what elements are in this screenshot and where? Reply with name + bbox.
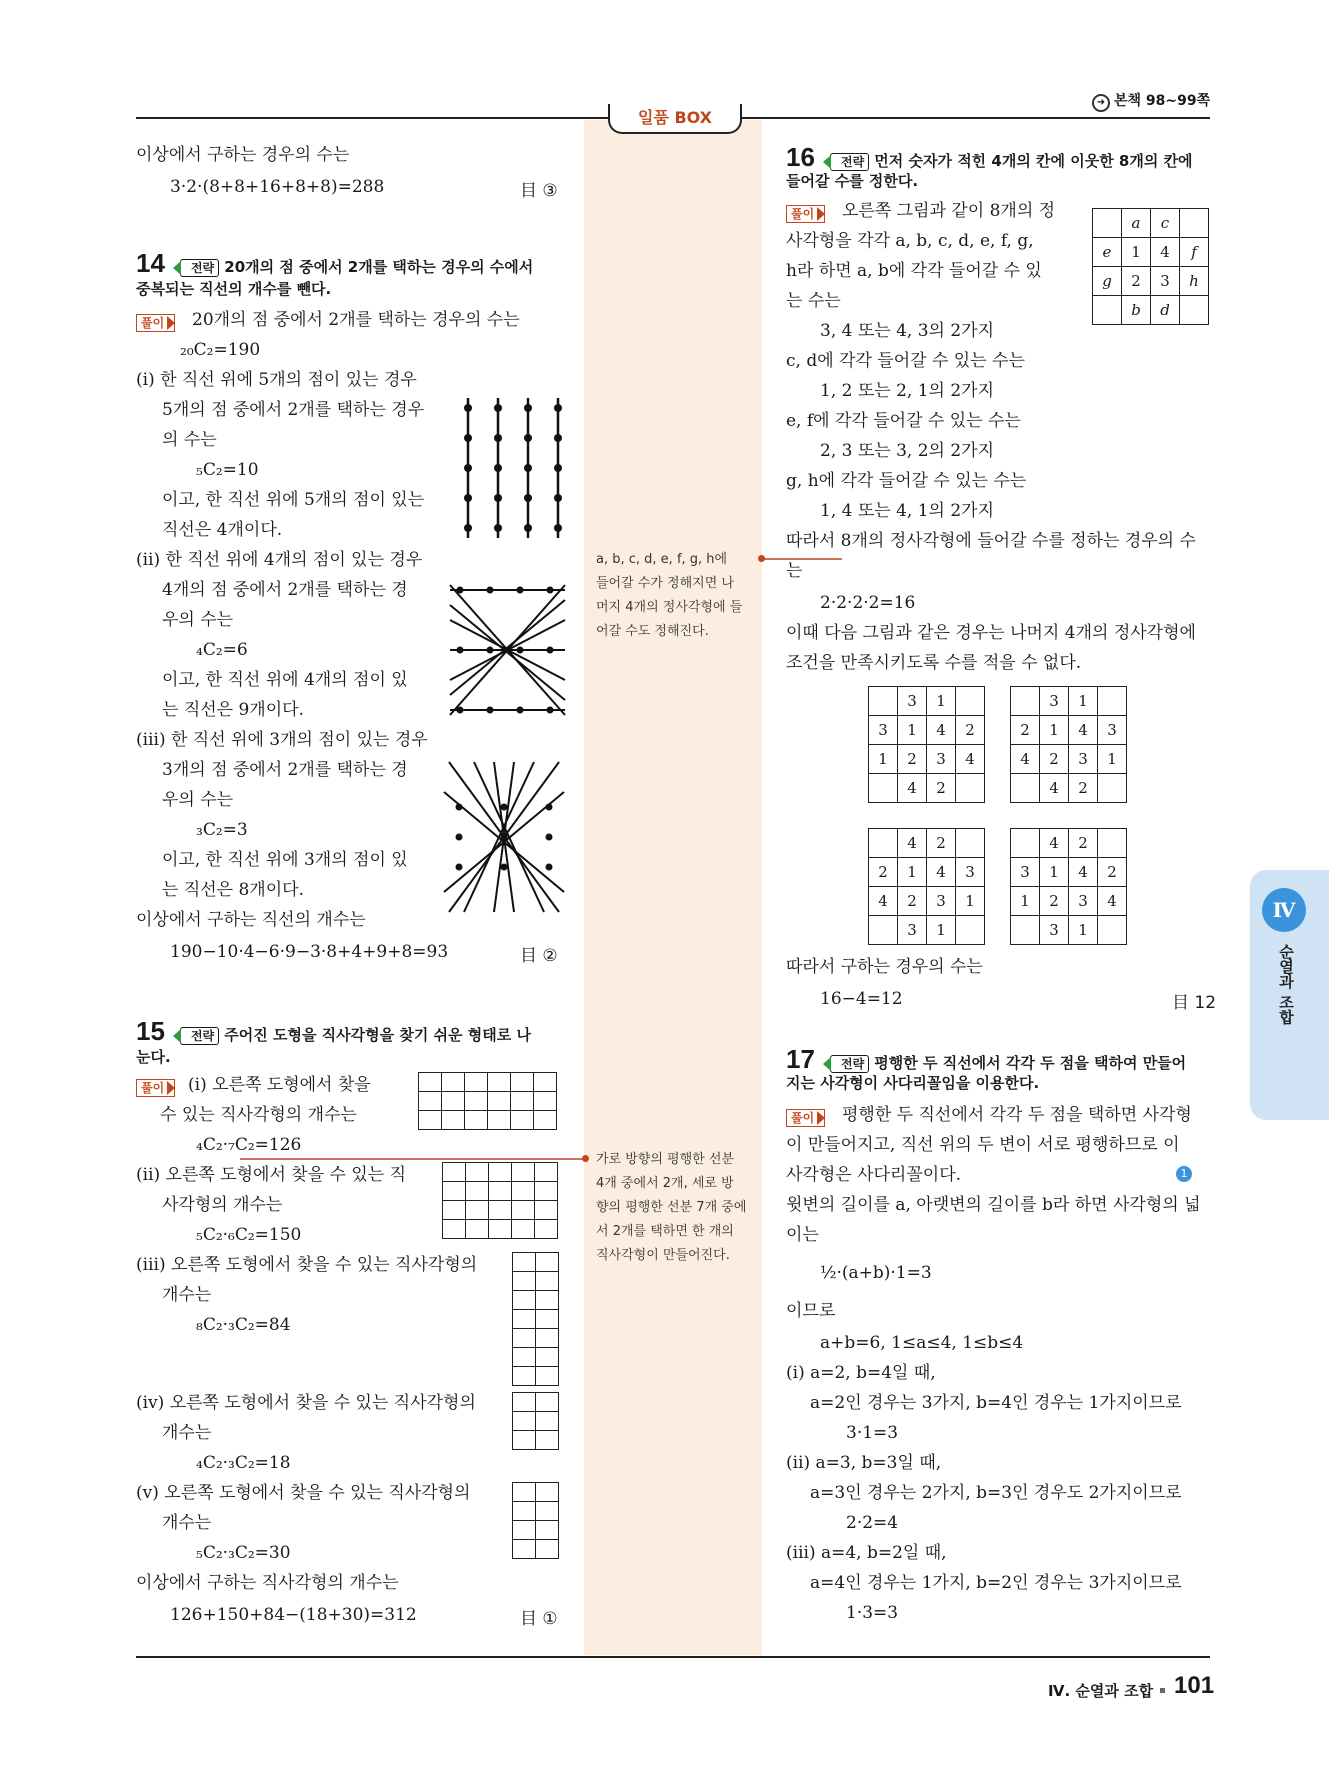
p14-line: ₅C₂=10	[196, 460, 259, 480]
chapter-side-label: 순열과 조합	[1277, 944, 1295, 1025]
p14-line: 이고, 한 직선 위에 4개의 점이 있	[162, 670, 408, 690]
answer-mark: 目 ②	[520, 946, 558, 966]
strategy-text-2: 눈다.	[136, 1048, 171, 1066]
p14-line: 우의 수는	[162, 790, 234, 810]
number-grid-1: 3 1 3 1 4 2 1 2 3 4 4 2	[868, 686, 985, 803]
number-grid-2: 3 1 2 1 4 3 4 2 3 1 4 2	[1010, 686, 1127, 803]
strategy-tag: 전략	[830, 1055, 869, 1073]
p16-line: 오른쪽 그림과 같이 8개의 정	[842, 201, 1056, 221]
box-label: 일품 BOX	[608, 104, 742, 134]
solution-tag: 풀이	[136, 1077, 175, 1097]
p16-line: 1, 4 또는 4, 1의 2가지	[820, 501, 995, 521]
p16-line: 3, 4 또는 4, 3의 2가지	[820, 321, 995, 341]
p14-line: 는 직선은 9개이다.	[162, 700, 304, 720]
strategy-tag: 전략	[180, 259, 219, 277]
p15-line: 이상에서 구하는 직사각형의 개수는	[136, 1573, 399, 1593]
answer-mark: 目 12	[1172, 993, 1217, 1013]
p14-line: 는 직선은 8개이다.	[162, 880, 304, 900]
footer-rule	[136, 1656, 1210, 1658]
p17-line: (ⅲ) a=4, b=2일 때,	[786, 1543, 947, 1563]
marker-1: 1	[1176, 1166, 1192, 1182]
p14-line: 우의 수는	[162, 610, 234, 630]
rect-grid-3	[512, 1252, 559, 1386]
strategy-text: 20개의 점 중에서 2개를 택하는 경우의 수에서	[224, 258, 534, 276]
p17-line: 윗변의 길이를 a, 아랫변의 길이를 b라 하면 사각형의 넓	[786, 1195, 1201, 1215]
vertical-lines-figure	[460, 398, 570, 538]
p17-line: a=3인 경우는 2가지, b=3인 경우도 2가지이므로	[810, 1483, 1182, 1503]
problem-15-header	[136, 1016, 576, 1048]
p14-line: 이상에서 구하는 직선의 개수는	[136, 910, 366, 930]
p17-line: a=2인 경우는 3가지, b=4인 경우는 1가지이므로	[810, 1393, 1182, 1413]
strategy-tag: 전략	[180, 1027, 219, 1045]
prev-result: 3·2·(8+8+16+8+8)=288	[170, 177, 385, 197]
answer-mark: 目 ③	[520, 181, 558, 201]
rect-grid-1	[418, 1072, 557, 1130]
strategy-text: 평행한 두 직선에서 각각 두 점을 택하여 만들어	[874, 1054, 1187, 1072]
p14-line: 3개의 점 중에서 2개를 택하는 경	[162, 760, 408, 780]
p17-line: 이는	[786, 1225, 819, 1245]
problem-number: 16	[786, 142, 815, 172]
strategy-text: 주어진 도형을 직사각형을 찾기 쉬운 형태로 나	[224, 1026, 531, 1044]
p14-line: 이고, 한 직선 위에 5개의 점이 있는	[162, 490, 425, 510]
strategy-text-2: 중복되는 직선의 개수를 뺀다.	[136, 280, 332, 298]
p16-line: 는 수는	[786, 291, 841, 311]
label-grid: a c e 1 4 f g 2 3 h b d	[1092, 208, 1209, 325]
p16-line: c, d에 각각 들어갈 수 있는 수는	[786, 351, 1025, 371]
p14-line: 190−10·4−6·9−3·8+4+9+8=93	[170, 942, 449, 962]
strategy-tag: 전략	[830, 153, 869, 171]
strategy-text-2: 지는 사각형이 사다리꼴임을 이용한다.	[786, 1074, 1040, 1092]
note-dot	[582, 1155, 589, 1162]
p16-line: 1, 2 또는 2, 1의 2가지	[820, 381, 995, 401]
p15-line: (ⅳ) 오른쪽 도형에서 찾을 수 있는 직사각형의	[136, 1393, 476, 1413]
p17-line: 이 만들어지고, 직선 위의 두 변이 서로 평행하므로 이	[786, 1135, 1180, 1155]
p17-line: a+b=6, 1≤a≤4, 1≤b≤4	[820, 1333, 1024, 1353]
p14-line: 5개의 점 중에서 2개를 택하는 경우	[162, 400, 425, 420]
p14-line: 이고, 한 직선 위에 3개의 점이 있	[162, 850, 408, 870]
footer-chapter: Ⅳ. 순열과 조합	[1048, 1682, 1154, 1700]
p14-line: 4개의 점 중에서 2개를 택하는 경	[162, 580, 408, 600]
p17-line: 1·3=3	[846, 1603, 899, 1623]
p14-line: ₃C₂=3	[196, 820, 248, 840]
p15-line: 사각형의 개수는	[162, 1195, 283, 1215]
p16-line: 2, 3 또는 3, 2의 2가지	[820, 441, 995, 461]
p15-line: ₄C₂·₇C₂=126	[196, 1135, 302, 1155]
p17-line: (ⅰ) a=2, b=4일 때,	[786, 1363, 936, 1383]
p14-line: ₄C₂=6	[196, 640, 248, 660]
p17-line: 2·2=4	[846, 1513, 899, 1533]
p15-line: (ⅲ) 오른쪽 도형에서 찾을 수 있는 직사각형의	[136, 1255, 478, 1275]
p15-line: (ⅰ) 오른쪽 도형에서 찾을	[188, 1075, 371, 1095]
p15-line: ₈C₂·₃C₂=84	[196, 1315, 291, 1335]
p14-line: 의 수는	[162, 430, 217, 450]
page-ref: ➜ 본책 98~99쪽	[1092, 90, 1210, 112]
four-point-lines-figure	[450, 580, 565, 720]
chapter-roman-badge: Ⅳ	[1262, 888, 1306, 932]
page-number: 101	[1174, 1672, 1215, 1699]
p17-line: ½·(a+b)·1=3	[820, 1263, 932, 1283]
rect-grid-4	[512, 1392, 559, 1450]
p15-line: 개수는	[162, 1513, 212, 1533]
p16-line: 조건을 만족시키도록 수를 적을 수 없다.	[786, 653, 1082, 673]
footer-dot	[1160, 1688, 1165, 1693]
p16-line: 사각형을 각각 a, b, c, d, e, f, g,	[786, 231, 1034, 251]
problem-number: 15	[136, 1016, 165, 1046]
p14-line: 20개의 점 중에서 2개를 택하는 경우의 수는	[192, 310, 520, 330]
problem-number: 17	[786, 1044, 815, 1074]
p15-line: ₅C₂·₆C₂=150	[196, 1225, 302, 1245]
rect-grid-2	[442, 1162, 558, 1239]
prev-line: 이상에서 구하는 경우의 수는	[136, 145, 350, 165]
solution-tag: 풀이	[786, 203, 825, 223]
p14-line: (ⅱ) 한 직선 위에 4개의 점이 있는 경우	[136, 550, 423, 570]
p15-line: ₄C₂·₃C₂=18	[196, 1453, 291, 1473]
p14-line: ₂₀C₂=190	[180, 340, 261, 360]
p16-line: g, h에 각각 들어갈 수 있는 수는	[786, 471, 1027, 491]
p15-line: (ⅴ) 오른쪽 도형에서 찾을 수 있는 직사각형의	[136, 1483, 471, 1503]
three-point-lines-figure	[444, 762, 564, 912]
side-note-1: a, b, c, d, e, f, g, h에 들어갈 수가 정해지면 나 머지 4개의 정사각형에 들 어갈 수도 정해진다.	[596, 552, 743, 639]
p16-line: e, f에 각각 들어갈 수 있는 수는	[786, 411, 1021, 431]
p16-line: 2·2·2·2=16	[820, 593, 916, 613]
p15-line: 126+150+84−(18+30)=312	[170, 1605, 417, 1625]
p15-line: 개수는	[162, 1285, 212, 1305]
problem-number: 14	[136, 248, 165, 278]
number-grid-4: 4 2 3 1 4 2 1 2 3 4 3 1	[1010, 828, 1127, 945]
p15-line: 수 있는 직사각형의 개수는	[160, 1105, 357, 1125]
arrow-circle-icon: ➜	[1092, 94, 1110, 112]
p17-line: 이므로	[786, 1301, 836, 1321]
p15-line: 개수는	[162, 1423, 212, 1443]
p17-line: 3·1=3	[846, 1423, 899, 1443]
note-strip	[584, 120, 762, 1655]
p14-line: 직선은 4개이다.	[162, 520, 283, 540]
p14-line: (ⅲ) 한 직선 위에 3개의 점이 있는 경우	[136, 730, 428, 750]
solution-tag: 풀이	[786, 1107, 825, 1127]
solution-tag: 풀이	[136, 312, 175, 332]
answer-mark: 目 ①	[520, 1609, 558, 1629]
note-connector-2	[240, 1158, 585, 1160]
p15-line: (ⅱ) 오른쪽 도형에서 찾을 수 있는 직	[136, 1165, 407, 1185]
p17-line: 평행한 두 직선에서 각각 두 점을 택하면 사각형	[842, 1105, 1192, 1125]
strategy-text: 먼저 숫자가 적힌 4개의 칸에 이웃한 8개의 칸에	[874, 152, 1193, 170]
p16-line: 는	[786, 561, 803, 581]
p14-line: (ⅰ) 한 직선 위에 5개의 점이 있는 경우	[136, 370, 417, 390]
side-note-2: 가로 방향의 평행한 선분 4개 중에서 2개, 세로 방 향의 평행한 선분 7개 중에 서 2개를 택하면 한 개의 직사각형이 만들어진다.	[596, 1152, 747, 1263]
rect-grid-5	[512, 1482, 559, 1559]
p17-line: (ⅱ) a=3, b=3일 때,	[786, 1453, 942, 1473]
p17-line: a=4인 경우는 1가지, b=2인 경우는 3가지이므로	[810, 1573, 1182, 1593]
note-dot	[758, 555, 765, 562]
p16-line: 16−4=12	[820, 989, 903, 1009]
p16-line: 따라서 8개의 정사각형에 들어갈 수를 정하는 경우의 수	[786, 531, 1196, 551]
p15-line: ₅C₂·₃C₂=30	[196, 1543, 291, 1563]
p16-line: 따라서 구하는 경우의 수는	[786, 957, 983, 977]
strategy-text-2: 들어갈 수를 정한다.	[786, 172, 919, 190]
p16-line: 이때 다음 그림과 같은 경우는 나머지 4개의 정사각형에	[786, 623, 1196, 643]
p17-line: 사각형은 사다리꼴이다.	[786, 1165, 962, 1185]
p16-line: h라 하면 a, b에 각각 들어갈 수 있	[786, 261, 1042, 281]
number-grid-3: 4 2 2 1 4 3 4 2 3 1 3 1	[868, 828, 985, 945]
